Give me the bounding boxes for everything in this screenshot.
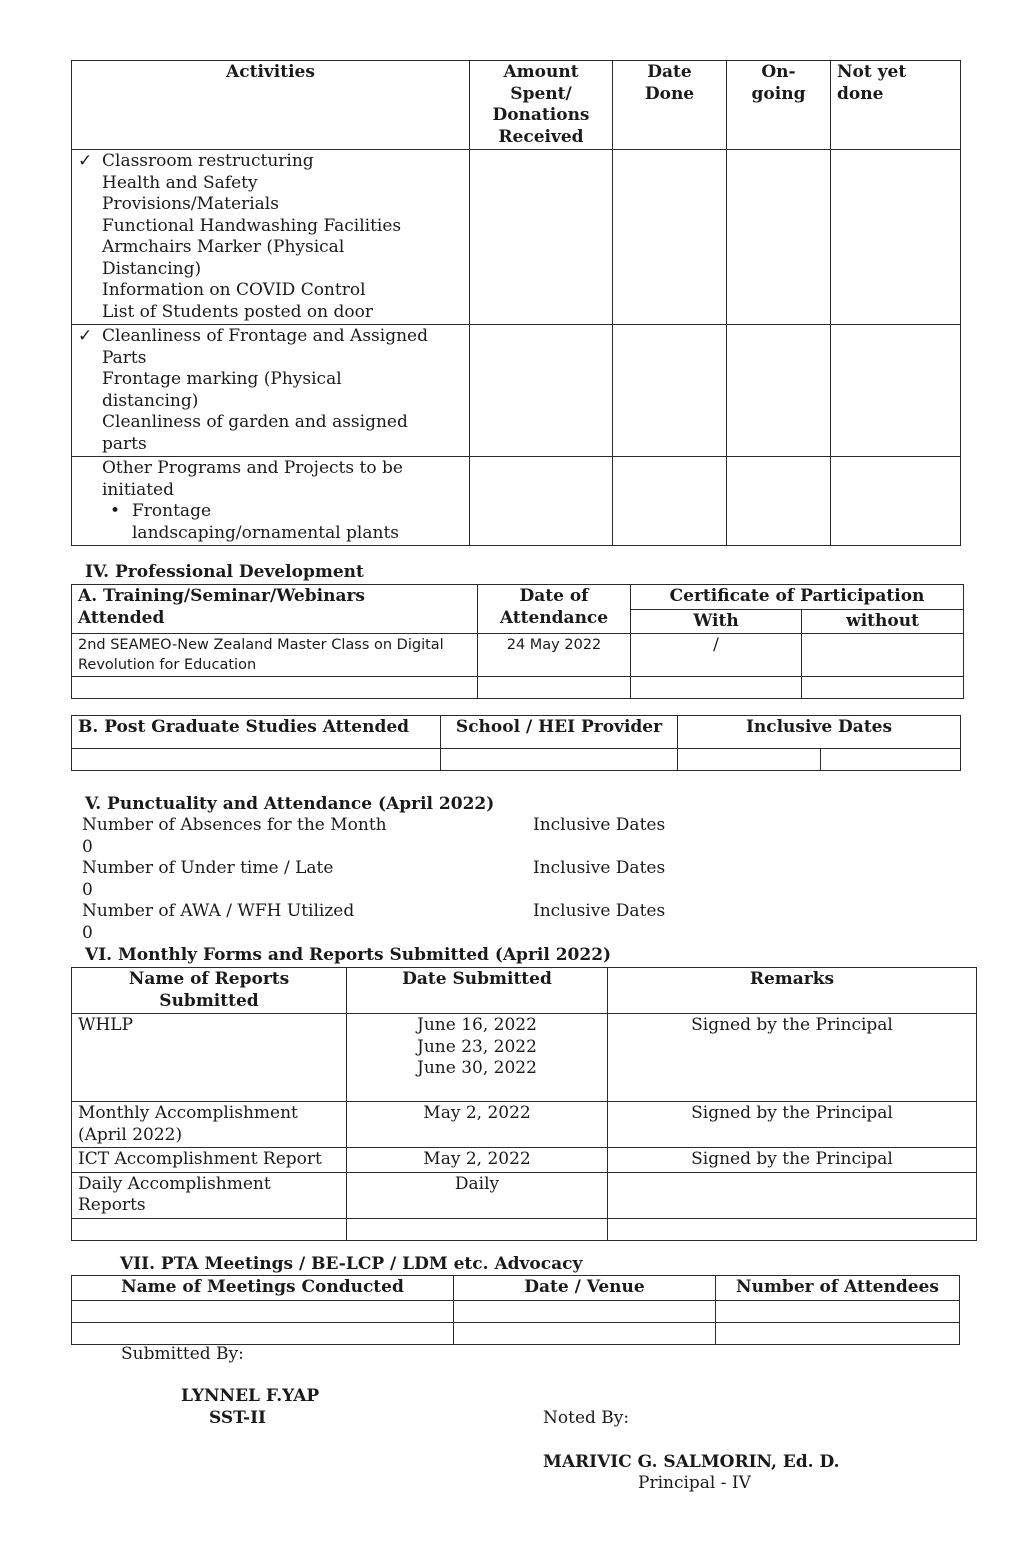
table-row bbox=[72, 325, 961, 457]
table-row bbox=[72, 150, 961, 325]
activity-cell: ✓ Classroom restructuring Health and Safety Provisions/Materials Functional Handwashing Facilities Armchairs Marker (Physical Distancing) Information on COVID Control List of Students posted on door bbox=[72, 150, 470, 325]
table-row bbox=[72, 457, 961, 546]
report-remarks: Signed by the Principal bbox=[608, 1102, 977, 1148]
report-remarks: Signed by the Principal bbox=[608, 1148, 977, 1173]
section-6-title: VI. Monthly Forms and Reports Submitted (April 2022) bbox=[85, 945, 612, 965]
awa-dates-label: Inclusive Dates bbox=[533, 901, 666, 921]
submitted-by-label: Submitted By: bbox=[121, 1344, 244, 1364]
activities-table bbox=[71, 60, 961, 546]
noter-name: MARIVIC G. SALMORIN, Ed. D. bbox=[543, 1452, 840, 1472]
absences-label: Number of Absences for the Month bbox=[82, 815, 387, 835]
training-date: 24 May 2022 bbox=[478, 634, 631, 677]
submitter-title: SST-II bbox=[209, 1408, 266, 1428]
report-dates: May 2, 2022 bbox=[347, 1102, 608, 1148]
late-dates-label: Inclusive Dates bbox=[533, 858, 666, 878]
training-table bbox=[71, 584, 964, 699]
table-row bbox=[72, 634, 964, 677]
report-dates: June 16, 2022 June 23, 2022 June 30, 2022 bbox=[347, 1014, 608, 1102]
report-name: ICT Accomplishment Report bbox=[72, 1148, 347, 1173]
report-name: Daily Accomplishment Reports bbox=[72, 1172, 347, 1218]
activity-cell: Other Programs and Projects to be initiated • Frontage landscaping/ornamental plants bbox=[72, 457, 470, 546]
table-row bbox=[72, 1172, 977, 1218]
activity-cell: ✓ Cleanliness of Frontage and Assigned Parts Frontage marking (Physical distancing) Cleanliness of garden and assigned parts bbox=[72, 325, 470, 457]
table-row bbox=[72, 1148, 977, 1173]
submitter-name: LYNNEL F.YAP bbox=[181, 1386, 320, 1406]
without-mark bbox=[802, 634, 964, 677]
post-grad-table bbox=[71, 715, 961, 771]
report-remarks bbox=[608, 1172, 977, 1218]
checkmark-icon: ✓ bbox=[78, 326, 93, 346]
section-7-title: VII. PTA Meetings / BE-LCP / LDM etc. Advocacy bbox=[120, 1254, 583, 1274]
post-grad-header: B. Post Graduate Studies Attended bbox=[72, 716, 441, 749]
certificate-header: Certificate of Participation bbox=[631, 585, 964, 610]
table-row bbox=[72, 1102, 977, 1148]
report-remarks: Signed by the Principal bbox=[608, 1014, 977, 1102]
ongoing-header: On- going bbox=[727, 61, 831, 150]
date-venue-header: Date / Venue bbox=[454, 1276, 716, 1301]
report-dates: Daily bbox=[347, 1172, 608, 1218]
date-done-header: Date Done bbox=[613, 61, 727, 150]
noted-by-label: Noted By: bbox=[543, 1408, 630, 1428]
table-row bbox=[72, 1014, 977, 1102]
without-header: without bbox=[802, 609, 964, 634]
absences-dates-label: Inclusive Dates bbox=[533, 815, 666, 835]
section-4-title: IV. Professional Development bbox=[85, 562, 364, 582]
inclusive-dates-header: Inclusive Dates bbox=[678, 716, 961, 749]
awa-label: Number of AWA / WFH Utilized bbox=[82, 901, 355, 921]
activities-header: Activities bbox=[72, 61, 470, 150]
with-header: With bbox=[631, 609, 802, 634]
with-mark: / bbox=[631, 634, 802, 677]
not-yet-done-header: Not yet done bbox=[831, 61, 961, 150]
remarks-header: Remarks bbox=[608, 968, 977, 1014]
pta-table bbox=[71, 1275, 960, 1345]
awa-value: 0 bbox=[82, 923, 93, 943]
late-value: 0 bbox=[82, 880, 93, 900]
training-header: A. Training/Seminar/Webinars Attended bbox=[72, 585, 478, 634]
report-name: Monthly Accomplishment (April 2022) bbox=[72, 1102, 347, 1148]
report-name: WHLP bbox=[72, 1014, 347, 1102]
date-submitted-header: Date Submitted bbox=[347, 968, 608, 1014]
section-5-title: V. Punctuality and Attendance (April 2022) bbox=[85, 794, 495, 814]
attendees-header: Number of Attendees bbox=[716, 1276, 960, 1301]
report-name-header: Name of Reports Submitted bbox=[72, 968, 347, 1014]
training-name: 2nd SEAMEO-New Zealand Master Class on Digital Revolution for Education bbox=[72, 634, 478, 677]
checkmark-icon: ✓ bbox=[78, 151, 93, 171]
amount-header: Amount Spent/ Donations Received bbox=[470, 61, 613, 150]
school-header: School / HEI Provider bbox=[441, 716, 678, 749]
meetings-header: Name of Meetings Conducted bbox=[72, 1276, 454, 1301]
absences-value: 0 bbox=[82, 837, 93, 857]
late-label: Number of Under time / Late bbox=[82, 858, 334, 878]
date-of-attendance-header: Date of Attendance bbox=[478, 585, 631, 634]
reports-table bbox=[71, 967, 977, 1241]
report-dates: May 2, 2022 bbox=[347, 1148, 608, 1173]
noter-title: Principal - IV bbox=[638, 1473, 751, 1493]
